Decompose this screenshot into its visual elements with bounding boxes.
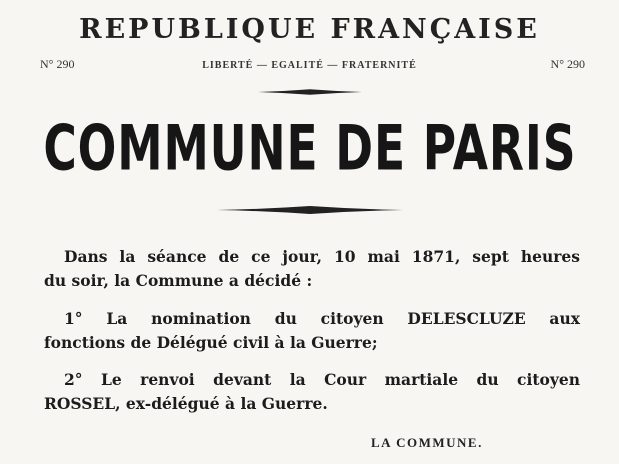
text-line: 2° Le renvoi devant la Cour martiale du citoyen xyxy=(64,370,580,389)
paragraph-decision-1 xyxy=(44,307,580,355)
ornamental-rule-top xyxy=(0,88,619,96)
ornamental-rule-bottom xyxy=(0,205,619,215)
text-line: 1° La nomination du citoyen DELESCLUZE aux xyxy=(64,309,580,328)
ornament-divider-icon xyxy=(217,205,403,215)
motto: LIBERTÉ — EGALITÉ — FRATERNITÉ xyxy=(202,60,417,71)
text-line: ROSSEL, ex-délégué à la Guerre. xyxy=(44,394,328,413)
issue-number-left: N° 290 xyxy=(40,57,75,71)
main-title: COMMUNE DE PARIS xyxy=(43,113,577,185)
ornament-divider-icon xyxy=(258,88,362,96)
paragraph-session xyxy=(44,245,580,293)
text-line: Dans la séance de ce jour, 10 mai 1871, sept heures xyxy=(64,247,580,266)
signature: LA COMMUNE. xyxy=(371,435,483,450)
paragraph-decision-2 xyxy=(44,368,580,416)
issue-number-right: N° 290 xyxy=(550,57,585,71)
text-line: fonctions de Délégué civil à la Guerre; xyxy=(44,333,378,352)
republic-heading: REPUBLIQUE FRANÇAISE xyxy=(79,14,540,45)
text-line: du soir, la Commune a décidé : xyxy=(44,271,313,290)
